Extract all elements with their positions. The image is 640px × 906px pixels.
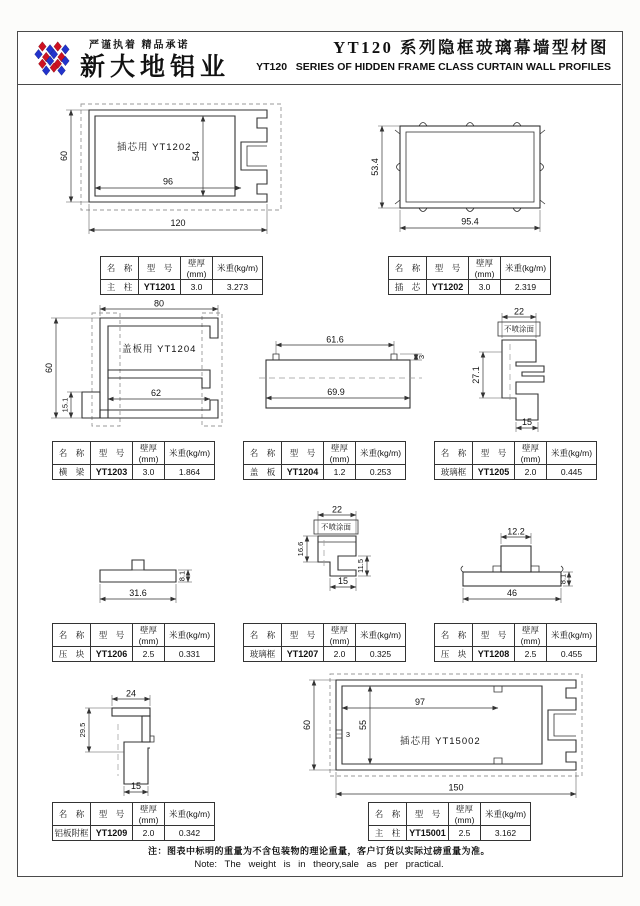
col-model: 型 号 [407,803,449,826]
dim-label: 150 [448,782,464,793]
cell-weight: 3.273 [213,280,263,295]
spec-table-yt1201 [100,256,263,295]
profile-drawing-yt1201 [55,98,290,250]
spec-table-yt1203 [52,441,215,480]
cell-name: 压 块 [435,647,473,662]
cell-model: YT1208 [473,647,515,662]
dim-label: 97 [414,697,426,707]
surface-label: 不喷涂面 [504,324,534,334]
surface-label: 不喷涂面 [321,522,351,532]
dim-label: 15 [337,576,349,586]
profile-drawing-yt1202 [368,112,568,242]
dim-label: 31.6 [129,588,147,598]
footer-note [17,844,621,870]
col-model: 型 号 [91,803,133,826]
dim-label: 80 [153,298,165,309]
cell-name: 铝板附框 [53,826,91,841]
cell-weight: 0.325 [356,647,406,662]
col-model: 型 号 [282,624,324,647]
dim-label: 22 [513,306,525,317]
header [17,31,621,85]
company-slogan: 严谨执着 精品承诺 [89,40,190,51]
col-model: 型 号 [473,624,515,647]
profile-drawing-yt1205 [458,306,593,438]
cell-thickness: 2.5 [449,826,481,841]
cell-thickness: 2.5 [133,647,165,662]
col-thickness: 壁厚(mm) [515,442,547,465]
spec-table-yt1205 [434,441,597,480]
dim-label: 55 [358,719,368,731]
profile-drawing-yt15001 [298,666,616,802]
col-model: 型 号 [282,442,324,465]
dim-label: 3 [345,730,351,739]
dim-label: 62 [150,388,162,398]
col-name: 名 称 [435,442,473,465]
cell-thickness: 3.0 [133,465,165,480]
profile-drawing-yt1207 [278,504,398,604]
dim-label: 61.6 [326,334,344,345]
col-thickness: 壁厚(mm) [133,624,165,647]
cell-thickness: 3.0 [469,280,501,295]
dim-label: 120 [170,218,186,228]
col-model: 型 号 [91,624,133,647]
col-thickness: 壁厚(mm) [324,624,356,647]
col-thickness: 壁厚(mm) [449,803,481,826]
spec-table-yt1206 [52,623,215,662]
inner-label: 插芯用 YT15002 [400,736,481,747]
col-name: 名 称 [435,624,473,647]
profile-drawing-yt1208 [441,526,575,612]
col-name: 名 称 [53,624,91,647]
col-name: 名 称 [53,803,91,826]
cell-thickness: 3.0 [181,280,213,295]
col-name: 名 称 [101,257,139,280]
dim-label: 46 [506,588,518,598]
cell-model: YT1209 [91,826,133,841]
dim-label: 16.6 [296,541,305,557]
cell-weight: 0.455 [547,647,597,662]
cell-model: YT1207 [282,647,324,662]
profile-drawing-yt1203 [36,300,231,440]
dim-label: 11.5 [356,558,365,574]
col-name: 名 称 [244,442,282,465]
dim-label: 53.4 [370,158,380,176]
col-model: 型 号 [139,257,181,280]
cell-weight: 2.319 [501,280,551,295]
note-cn: 注：图表中标明的重量为不含包装物的理论重量，客户订货以实际过磅重量为准。 [147,846,490,856]
dim-label: 22 [331,504,343,515]
dim-label: 95.4 [461,216,479,227]
inner-label: 盖板用 YT1204 [122,344,197,355]
profile-drawing-yt1204 [252,336,432,431]
dim-label: 12.2 [507,526,525,537]
col-model: 型 号 [473,442,515,465]
sheet-title-cn: YT120 系列隐框玻璃幕墙型材图 [333,38,609,57]
col-model: 型 号 [91,442,133,465]
dim-label: 15 [521,417,533,427]
dim-label: 29.5 [78,722,87,738]
dim-label: 60 [302,719,312,731]
dim-label: 69.9 [327,387,345,397]
cell-weight: 0.331 [165,647,215,662]
col-name: 名 称 [389,257,427,280]
sheet-title-en: YT120 SERIES OF HIDDEN FRAME CLASS CURTAIN WALL PROFILES [256,61,611,73]
cell-model: YT1204 [282,465,324,480]
cell-thickness: 2.0 [324,647,356,662]
inner-label: 插芯用 YT1202 [117,142,192,153]
dim-label: 8.1 [558,573,568,585]
col-thickness: 壁厚(mm) [133,803,165,826]
company-logo-icon [27,39,75,79]
spec-table-yt1202 [388,256,551,295]
col-name: 名 称 [244,624,282,647]
cell-model: YT1203 [91,465,133,480]
note-en: Note: The weight is in theory,sale as per practical. [194,859,444,870]
cell-thickness: 2.5 [515,647,547,662]
col-weight: 米重(kg/m) [165,442,215,465]
col-name: 名 称 [369,803,407,826]
col-weight: 米重(kg/m) [501,257,551,280]
cell-model: YT1205 [473,465,515,480]
dim-label: 60 [59,150,69,162]
cell-weight: 0.253 [356,465,406,480]
company-name: 新大地铝业 [80,54,231,81]
cell-model: YT15001 [407,826,449,841]
cell-weight: 1.864 [165,465,215,480]
cell-weight: 0.445 [547,465,597,480]
col-thickness: 壁厚(mm) [469,257,501,280]
dim-label: 3 [417,354,426,360]
col-weight: 米重(kg/m) [165,803,215,826]
spec-table-yt1207 [243,623,406,662]
cell-weight: 3.162 [481,826,531,841]
col-weight: 米重(kg/m) [547,442,597,465]
dim-label: 15 [130,781,142,791]
dim-label: 27.1 [471,366,481,384]
cell-name: 盖 板 [244,465,282,480]
col-weight: 米重(kg/m) [165,624,215,647]
dim-label: 54 [191,150,201,162]
cell-model: YT1202 [427,280,469,295]
dim-label: 96 [162,176,174,187]
spec-table-yt1204 [243,441,406,480]
col-weight: 米重(kg/m) [547,624,597,647]
col-thickness: 壁厚(mm) [324,442,356,465]
col-thickness: 壁厚(mm) [181,257,213,280]
col-thickness: 壁厚(mm) [515,624,547,647]
col-weight: 米重(kg/m) [356,442,406,465]
col-name: 名 称 [53,442,91,465]
col-model: 型 号 [427,257,469,280]
cell-name: 横 梁 [53,465,91,480]
cell-name: 主 柱 [369,826,407,841]
cell-name: 压 块 [53,647,91,662]
cell-name: 主 柱 [101,280,139,295]
dim-label: 15.1 [60,397,70,413]
profile-drawing-yt1209 [68,690,178,798]
cell-thickness: 1.2 [324,465,356,480]
col-weight: 米重(kg/m) [356,624,406,647]
col-weight: 米重(kg/m) [213,257,263,280]
col-weight: 米重(kg/m) [481,803,531,826]
dim-label: 8.1 [177,570,187,582]
cell-name: 玻璃框 [435,465,473,480]
cell-name: 插 芯 [389,280,427,295]
dim-label: 24 [125,688,137,699]
cell-thickness: 2.0 [133,826,165,841]
spec-table-yt1208 [434,623,597,662]
cell-name: 玻璃框 [244,647,282,662]
col-thickness: 壁厚(mm) [133,442,165,465]
cell-model: YT1201 [139,280,181,295]
dim-label: 60 [44,362,54,374]
cell-model: YT1206 [91,647,133,662]
cell-thickness: 2.0 [515,465,547,480]
profile-drawing-yt1206 [82,546,202,614]
cell-weight: 0.342 [165,826,215,841]
spec-table-yt1209 [52,802,215,841]
spec-table-yt15001 [368,802,531,841]
